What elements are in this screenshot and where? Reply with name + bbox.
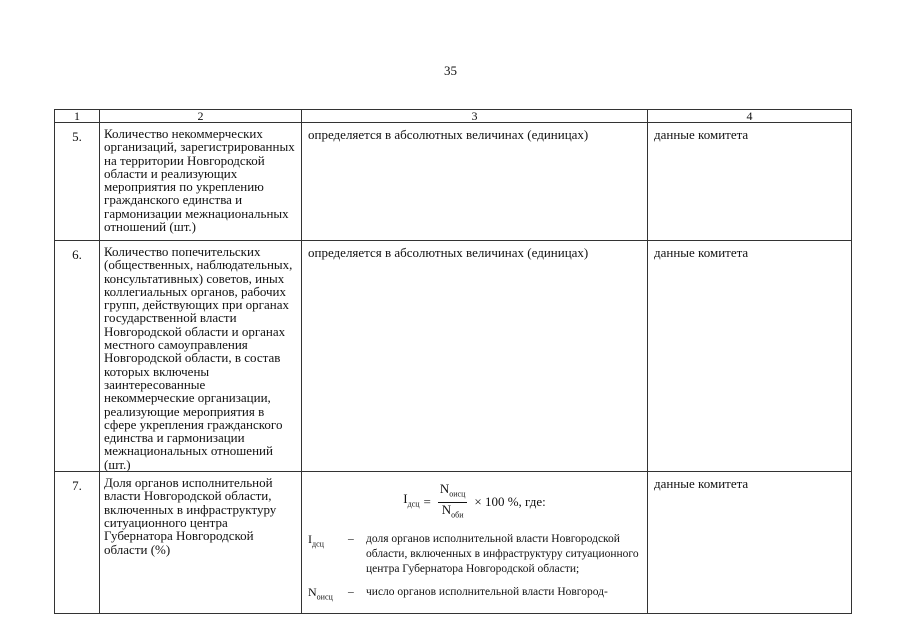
definition-symbol: $N_{оисц}$ — [308, 585, 333, 602]
formula — [308, 482, 641, 522]
table-row — [55, 472, 852, 614]
formula-lhs: $I_{дсц}$ — [403, 491, 420, 509]
formula-numerator: $N_{оисц}$ — [438, 482, 468, 503]
formula-tail: × 100 %, где: — [474, 494, 546, 510]
formula-denominator: $N_{оби}$ — [441, 501, 464, 520]
row-number: 7. — [55, 472, 100, 614]
data-source: данные комитета — [648, 241, 852, 472]
definition-text: число органов исполнительной власти Новгород- — [366, 586, 608, 599]
indicator-name: Доля органов исполнительной власти Новгородской области, включенных в инфраструктуру ситуационного центра Губернатора Новгородской области (%) — [100, 472, 302, 614]
data-source: данные комитета — [648, 472, 852, 614]
formula-fraction — [438, 482, 468, 522]
indicators-table — [54, 109, 852, 614]
header-col-1: 1 — [55, 110, 100, 123]
formula-definitions — [308, 532, 641, 604]
header-col-4: 4 — [648, 110, 852, 123]
header-row — [55, 110, 852, 123]
indicator-name: Количество некоммерческих организаций, зарегистрированных на территории Новгородской области и реализующих мероприятия по укреплению гражданского единства и гармонизации межнациональных отношений (шт.) — [100, 123, 302, 241]
definition-dash: – — [348, 533, 354, 546]
data-source: данные комитета — [648, 123, 852, 241]
table-row — [55, 241, 852, 472]
definition-item — [308, 585, 641, 604]
row-number: 5. — [55, 123, 100, 241]
page-number: 35 — [444, 63, 457, 78]
formula-equals: = — [423, 494, 431, 510]
definition-text: доля органов исполнительной власти Новгородской области, включенных в инфраструктуру ситуационного центра Губернатора Новгородской области; — [366, 533, 639, 576]
definition-dash: – — [348, 586, 354, 599]
calculation-method: определяется в абсолютных величинах (единицах) — [302, 241, 648, 472]
header-col-2: 2 — [100, 110, 302, 123]
definition-item — [308, 532, 641, 577]
header-col-3: 3 — [302, 110, 648, 123]
calculation-method: определяется в абсолютных величинах (единицах) — [302, 123, 648, 241]
calculation-method — [302, 472, 648, 614]
row-number: 6. — [55, 241, 100, 472]
indicator-name: Количество попечительских (общественных, наблюдательных, консультативных) советов, иных коллегиальных органов, рабочих групп, действующих при органах государственной власти Новгородской области и органах местного самоуправления Новгородской области, в состав которых включены заинтересованные некоммерческие организации, реализующие мероприятия в сфере укрепления гражданского единства и гармонизации межнациональных отношений (шт.) — [100, 241, 302, 472]
table-row — [55, 123, 852, 241]
definition-symbol: $I_{дсц}$ — [308, 532, 324, 549]
